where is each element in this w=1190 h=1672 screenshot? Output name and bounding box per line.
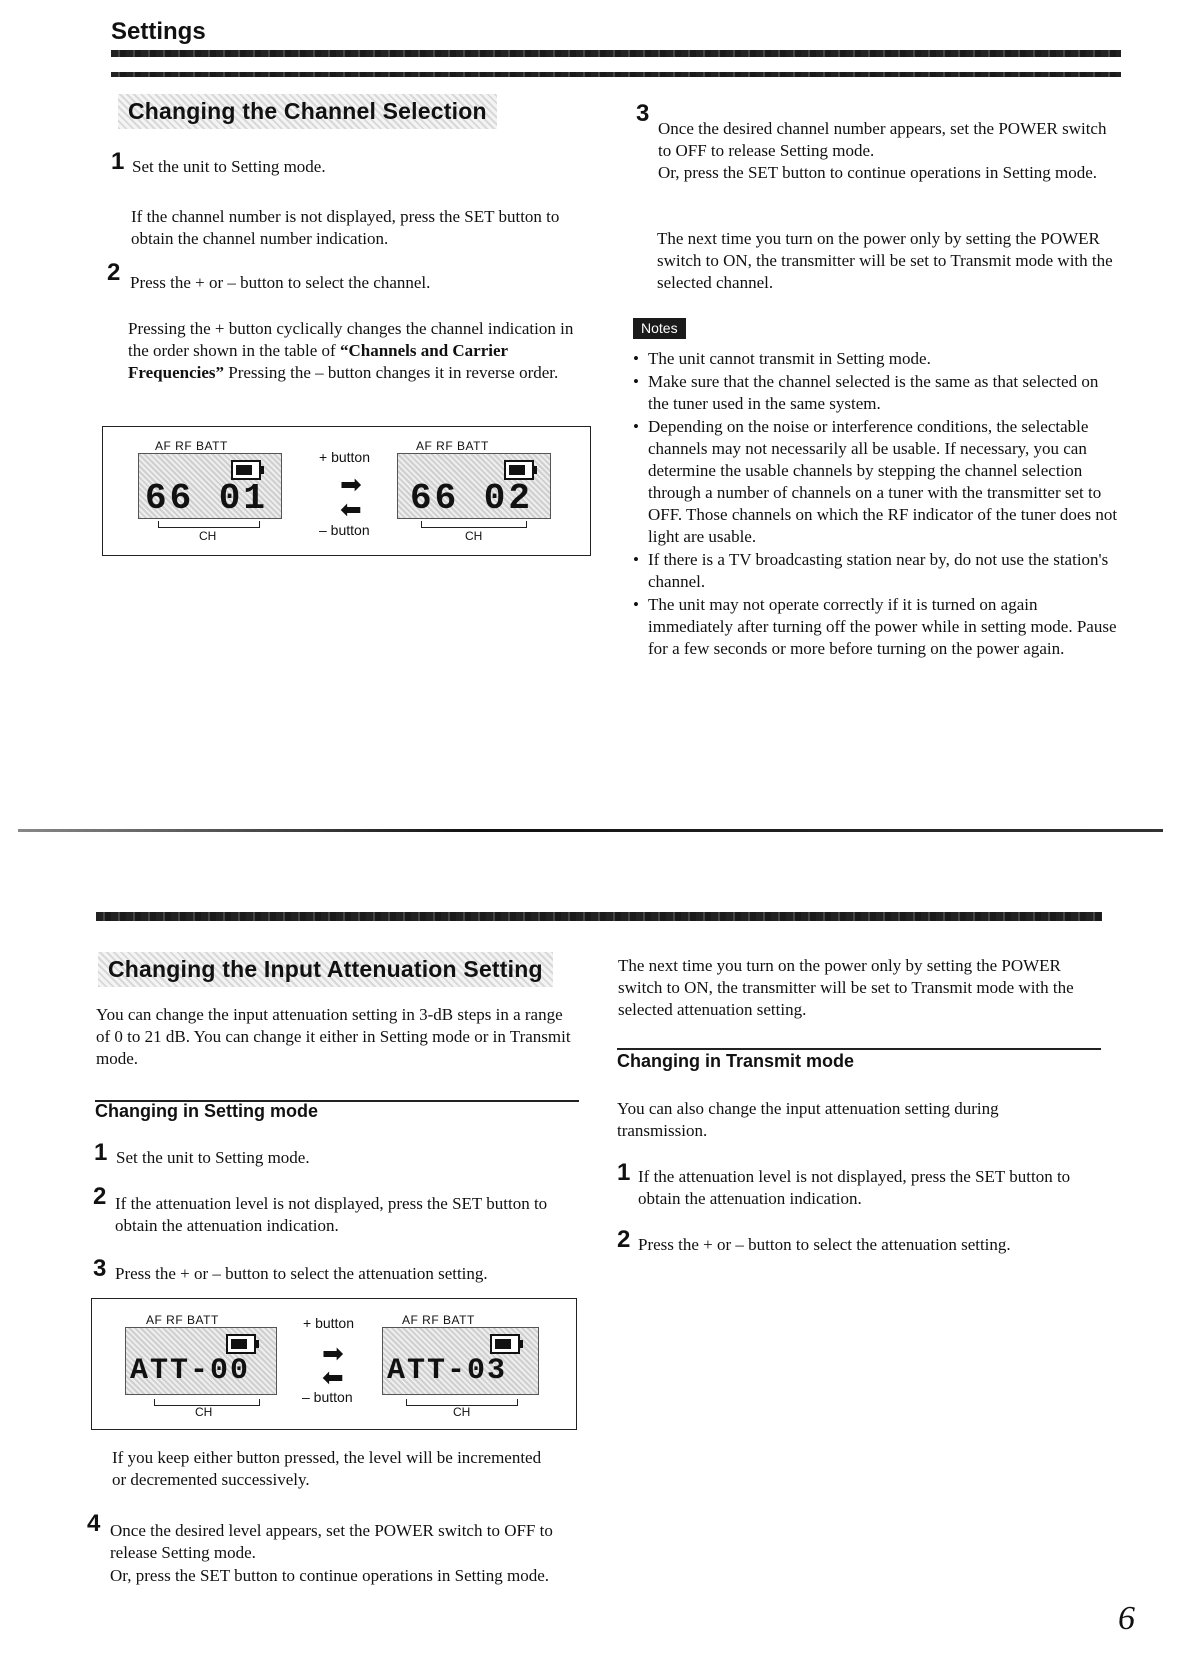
right-lcd-display: [397, 453, 551, 519]
left-lcd-display: [125, 1327, 277, 1395]
battery-icon: [226, 1334, 256, 1354]
right-ch-bracket: [421, 521, 527, 528]
attenuation-display-diagram: [91, 1298, 577, 1430]
plus-button-label: + button: [303, 1315, 354, 1331]
transmit-mode-intro: You can also change the input attenuation setting during transmission.: [617, 1099, 999, 1140]
right-lcd-value: ATT-03: [387, 1354, 508, 1388]
section-rule: [96, 912, 1102, 921]
arrow-left-icon: ⬅: [340, 495, 362, 525]
battery-icon: [490, 1334, 520, 1354]
channel-step-1-text: Set the unit to Setting mode.: [132, 157, 326, 176]
attenuation-right-intro: The next time you turn on the power only by setting the POWER switch to ON, the transmitter will be set to Transmit mode with the selected attenuation setting.: [618, 956, 1074, 1019]
channel-step-2-detail-a: Pressing the + button cyclically changes the channel indication in the order shown in the table of: [128, 319, 574, 360]
setting-step-1-number: 1: [94, 1139, 108, 1166]
transmit-mode-rule: [617, 1048, 1101, 1050]
left-lcd-value: 66 01: [145, 478, 269, 519]
left-lcd-display: [138, 453, 282, 519]
right-lcd-indicator-labels: AF RF BATT: [416, 439, 489, 453]
setting-step-2-number: 2: [93, 1183, 107, 1210]
left-lcd-indicator-labels: AF RF BATT: [146, 1313, 219, 1327]
setting-step-2-text: If the attenuation level is not displayed, press the SET button to obtain the attenuation indication.: [115, 1194, 548, 1235]
note-item: • The unit may not operate correctly if it is turned on again immediately after turning off the power while in setting mode. Pause for a few seconds or more before turning on the power again.: [630, 594, 1120, 660]
setting-step-3-text: Press the + or – button to select the attenuation setting.: [115, 1264, 488, 1283]
page-divider: [18, 829, 1163, 832]
arrow-right-icon: ➡: [322, 1339, 344, 1369]
left-ch-label: CH: [199, 529, 217, 543]
transmit-step-1-text: If the attenuation level is not displayed, press the SET button to obtain the attenuation indication.: [638, 1167, 1071, 1208]
notes-list: [630, 348, 1120, 661]
attenuation-intro: You can change the input attenuation setting in 3-dB steps in a range of 0 to 21 dB. You can change it either in Setting mode or in Transmit mode.: [96, 1005, 571, 1068]
left-ch-label: CH: [195, 1405, 213, 1419]
left-ch-bracket: [158, 521, 260, 528]
right-ch-label: CH: [453, 1405, 471, 1419]
setting-step-3-number: 3: [93, 1255, 107, 1282]
note-item: • The unit cannot transmit in Setting mode.: [630, 348, 1120, 370]
channel-display-diagram: [102, 426, 591, 556]
left-lcd-indicator-labels: AF RF BATT: [155, 439, 228, 453]
transmit-step-2-text: Press the + or – button to select the attenuation setting.: [638, 1235, 1011, 1254]
transmit-mode-heading: Changing in Transmit mode: [617, 1051, 855, 1071]
setting-step-1-text: Set the unit to Setting mode.: [116, 1148, 310, 1167]
channel-step-2-text: Press the + or – button to select the channel.: [130, 273, 431, 292]
note-item: • Make sure that the channel selected is the same as that selected on the tuner used in the same system.: [630, 371, 1120, 415]
right-lcd-value: 66 02: [410, 478, 534, 519]
channel-step-3-number: 3: [636, 100, 650, 127]
channel-step-3-text: Once the desired channel number appears, set the POWER switch to OFF to release Setting mode.: [658, 119, 1107, 160]
note-item: • If there is a TV broadcasting station near by, do not use the station's channel.: [630, 549, 1120, 593]
right-lcd-display: [382, 1327, 539, 1395]
battery-icon: [231, 460, 261, 480]
header-rule: [111, 50, 1121, 57]
arrow-left-icon: ⬅: [322, 1363, 344, 1393]
plus-button-label: + button: [319, 449, 370, 465]
channel-section-title: Changing the Channel Selection: [118, 94, 497, 129]
channel-step-2-detail: [128, 318, 583, 384]
transmit-step-2-number: 2: [617, 1226, 631, 1253]
battery-icon: [504, 460, 534, 480]
channel-step-2-detail-b: Pressing the – button changes it in reverse order.: [224, 363, 559, 382]
right-ch-label: CH: [465, 529, 483, 543]
channel-step-3-text-alt: Or, press the SET button to continue operations in Setting mode.: [658, 163, 1098, 182]
right-lcd-indicator-labels: AF RF BATT: [402, 1313, 475, 1327]
setting-step-4-number: 4: [87, 1510, 101, 1537]
channels-table-reference: “Channels and Carrier Frequencies”: [128, 341, 508, 382]
minus-button-label: – button: [319, 522, 370, 538]
channel-step-3-detail: The next time you turn on the power only by setting the POWER switch to ON, the transmitter will be set to Transmit mode with the selected channel.: [657, 229, 1113, 292]
setting-mode-heading: Changing in Setting mode: [95, 1101, 318, 1121]
arrow-right-icon: ➡: [340, 470, 362, 500]
minus-button-label: – button: [302, 1389, 353, 1405]
after-diagram-text: If you keep either button pressed, the level will be incremented or decremented successively.: [112, 1448, 542, 1489]
channel-step-2-number: 2: [107, 259, 121, 286]
notes-badge: Notes: [633, 318, 686, 339]
setting-step-4-text: Once the desired level appears, set the POWER switch to OFF to release Setting mode.: [110, 1521, 553, 1562]
note-item: • Depending on the noise or interference conditions, the selectable channels may not necessarily all be usable. If necessary, you can determine the usable channels by stepping the channel selection through a number of channels on a tuner with the transmitter set to OFF. Those channels on which the RF indicator of the tuner does not light are usable.: [630, 416, 1120, 548]
setting-step-4-text-alt: Or, press the SET button to continue operations in Setting mode.: [110, 1566, 550, 1585]
channel-step-1-number: 1: [111, 148, 125, 175]
page-number: 6: [1118, 1600, 1135, 1637]
attenuation-section-title: Changing the Input Attenuation Setting: [98, 952, 553, 987]
channel-step-1-detail: If the channel number is not displayed, press the SET button to obtain the channel number indication.: [131, 207, 560, 248]
section-rule: [111, 72, 1121, 77]
transmit-step-1-number: 1: [617, 1159, 631, 1186]
left-lcd-value: ATT-00: [130, 1354, 251, 1388]
page-title: Settings: [111, 18, 206, 45]
